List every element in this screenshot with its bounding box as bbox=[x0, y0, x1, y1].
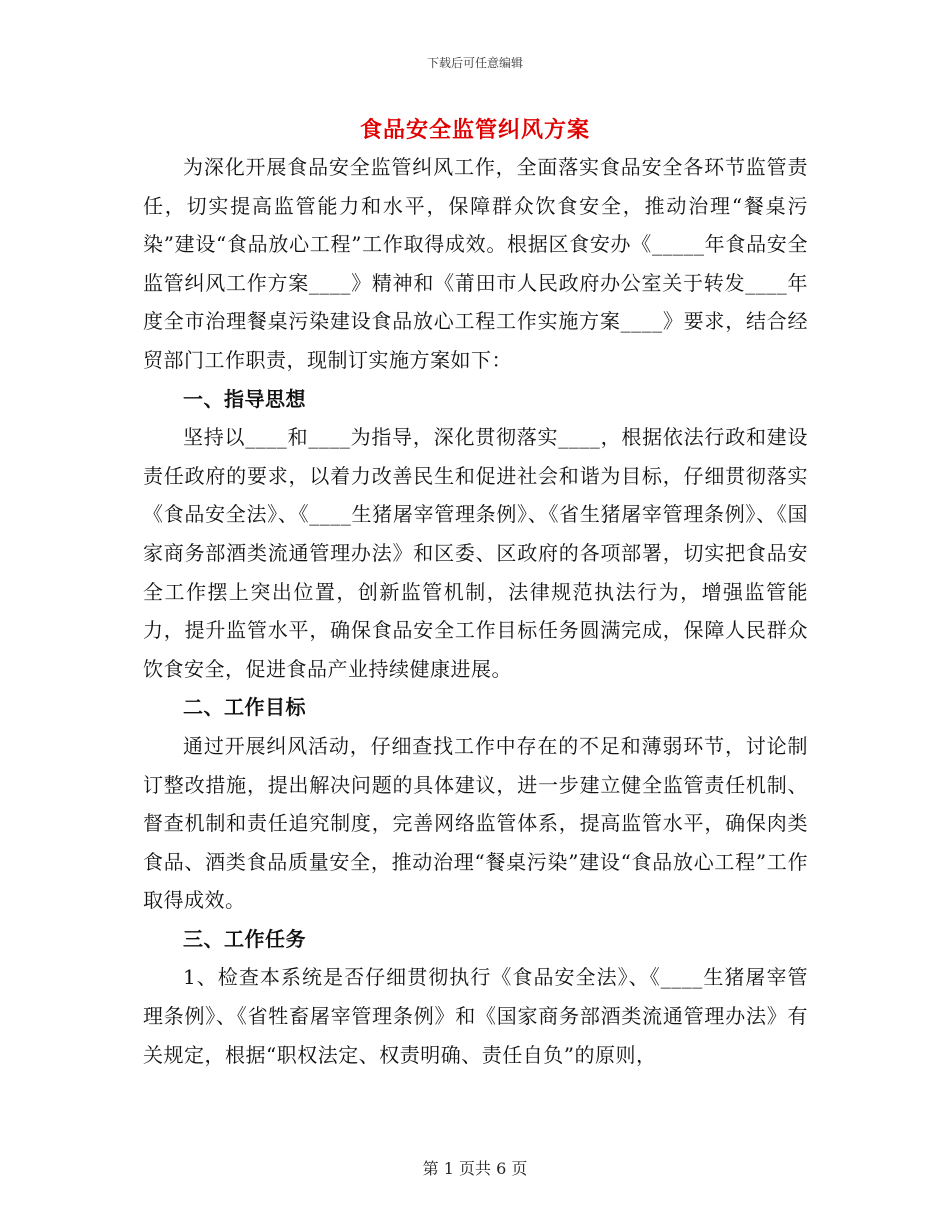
section-heading-work-tasks: 三、工作任务 bbox=[183, 926, 306, 951]
page-number-footer: 第 1 页共 6 页 bbox=[422, 1159, 528, 1178]
section-paragraph-work-goals: 通过开展纠风活动，仔细查找工作中存在的不足和薄弱环节，讨论制订整改措施，提出解决问题的具体建议，进一步建立健全监管责任机制、督查机制和责任追究制度，完善网络监管体系，提高监管水平，确保肉类食品、酒类食品质量安全，推动治理“餐桌污染”建设“食品放心工程”工作取得成效。 bbox=[143, 733, 808, 913]
section-heading-work-goals: 二、工作目标 bbox=[183, 695, 306, 720]
section-paragraph-guiding-ideology: 坚持以____和____为指导，深化贯彻落实____，根据依法行政和建设责任政府的要求，以着力改善民生和促进社会和谐为目标，仔细贯彻落实《食品安全法》、《____生猪屠宰管理条例》、《省生猪屠宰管理条例》、《国家商务部酒类流通管理办法》和区委、区政府的各项部署，切实把食品安全工作摆上突出位置，创新监管机制，法律规范执法行为，增强监管能力，提升监管水平，确保食品安全工作目标任务圆满完成，保障人民群众饮食安全，促进食品产业持续健康进展。 bbox=[143, 425, 808, 681]
document-body bbox=[143, 148, 808, 1074]
intro-paragraph: 为深化开展食品安全监管纠风工作，全面落实食品安全各环节监管责任，切实提高监管能力和水平，保障群众饮食安全，推动治理“餐桌污染”建设“食品放心工程”工作取得成效。根据区食安办《_____年食品安全监管纠风工作方案____》精神和《莆田市人民政府办公室关于转发____年度全市治理餐桌污染建设食品放心工程工作实施方案____》要求，结合经贸部门工作职责，现制订实施方案如下： bbox=[143, 155, 808, 372]
section-heading-guiding-ideology: 一、指导思想 bbox=[183, 386, 306, 411]
section-paragraph-work-tasks: 1、检查本系统是否仔细贯彻执行《食品安全法》、《____生猪屠宰管理条例》、《省牲畜屠宰管理条例》和《国家商务部酒类流通管理办法》有关规定，根据“职权法定、权责明确、责任自负”的原则， bbox=[143, 965, 808, 1067]
document-title: 食品安全监管纠风方案 bbox=[359, 117, 590, 143]
page-header-note: 下载后可任意编辑 bbox=[426, 56, 523, 70]
